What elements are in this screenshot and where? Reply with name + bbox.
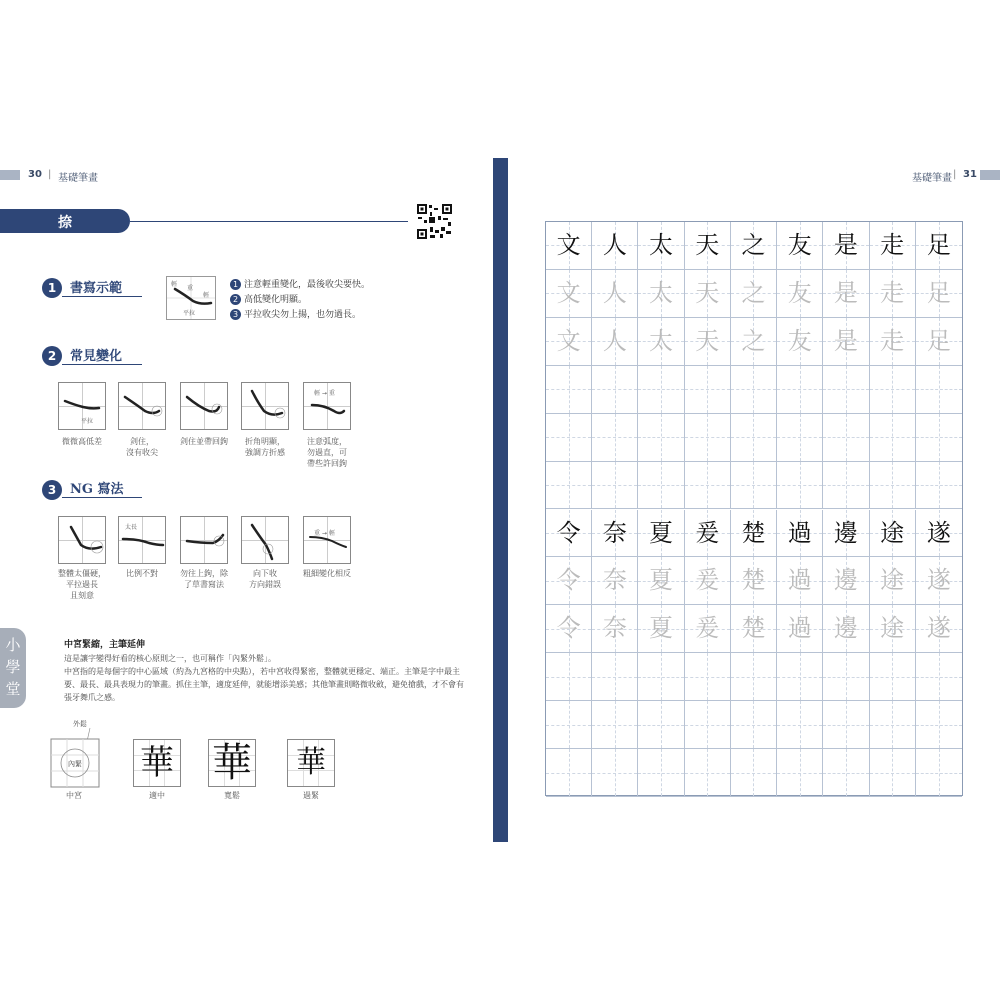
- practice-character: 爰: [695, 518, 720, 547]
- demo-stroke-icon: [167, 277, 215, 319]
- example-box-tight: 華: [287, 739, 335, 787]
- practice-cell[interactable]: [777, 318, 823, 366]
- practice-character: 楚: [741, 566, 766, 595]
- left-header-bar: [0, 170, 20, 180]
- practice-cell[interactable]: [592, 749, 638, 797]
- practice-cell[interactable]: [638, 653, 684, 701]
- practice-cell[interactable]: [916, 366, 962, 414]
- variation-box-3: [180, 382, 228, 430]
- practice-cell[interactable]: [823, 701, 869, 749]
- note-3: 3 平拉收尖勿上揚，也勿過長。: [230, 307, 361, 320]
- practice-cell[interactable]: [592, 270, 638, 318]
- practice-cell[interactable]: [685, 414, 731, 462]
- practice-cell[interactable]: [731, 605, 777, 653]
- practice-cell[interactable]: [823, 414, 869, 462]
- side-tab-learning: 小學堂: [0, 628, 26, 708]
- variation-box-4: [241, 382, 289, 430]
- practice-row: [546, 653, 962, 701]
- practice-cell[interactable]: [870, 414, 916, 462]
- practice-cell[interactable]: [685, 510, 731, 558]
- example-caption-moderate: 適中: [149, 791, 165, 800]
- practice-cell[interactable]: [731, 749, 777, 797]
- practice-cell[interactable]: [823, 222, 869, 270]
- svg-text:重 → 輕: 重 → 輕: [314, 530, 335, 537]
- practice-cell[interactable]: [731, 222, 777, 270]
- practice-character: 夏: [649, 518, 674, 547]
- section-3-number: 3: [42, 480, 62, 500]
- practice-cell[interactable]: [870, 270, 916, 318]
- practice-cell[interactable]: [638, 270, 684, 318]
- svg-text:重: 重: [187, 285, 194, 292]
- section-2-title: 常見變化: [70, 349, 123, 364]
- practice-character: 遂: [926, 566, 951, 595]
- practice-cell[interactable]: [685, 557, 731, 605]
- section-3-title: NG 寫法: [70, 482, 124, 497]
- practice-cell[interactable]: [592, 222, 638, 270]
- practice-cell[interactable]: [916, 318, 962, 366]
- practice-character: 太: [649, 326, 674, 355]
- left-header-divider: |: [48, 169, 52, 180]
- ng-caption-3: 勿往上鉤，除 了草書寫法: [180, 569, 228, 589]
- section-1-rule: [62, 296, 142, 297]
- practice-cell[interactable]: [823, 318, 869, 366]
- practice-character: 是: [833, 231, 858, 259]
- practice-character: 天: [695, 326, 720, 355]
- practice-character: 過: [787, 566, 812, 595]
- practice-character: 夏: [649, 614, 674, 643]
- practice-cell[interactable]: [777, 462, 823, 510]
- practice-character: 天: [695, 278, 720, 307]
- practice-character: 途: [880, 614, 905, 643]
- practice-character: 邊: [833, 614, 858, 643]
- example-caption-center: 中宮: [66, 791, 82, 800]
- practice-character: 過: [787, 518, 812, 547]
- practice-cell[interactable]: [592, 318, 638, 366]
- practice-cell[interactable]: [592, 653, 638, 701]
- right-page-number: 31: [963, 169, 977, 180]
- variation-caption-4: 折角明顯， 強調方折感: [245, 437, 285, 457]
- variation-box-5: [303, 382, 351, 430]
- practice-character: 遂: [926, 518, 951, 547]
- ng-box-4: [241, 516, 289, 564]
- practice-cell[interactable]: [777, 605, 823, 653]
- variation-box-1: [58, 382, 106, 430]
- practice-cell[interactable]: [870, 557, 916, 605]
- practice-character: 走: [880, 278, 905, 307]
- svg-text:輕 → 重: 輕 → 重: [314, 390, 335, 397]
- practice-cell[interactable]: [731, 318, 777, 366]
- ng-caption-1: 整體太僵硬， 平拉過長 且刻意: [58, 569, 106, 600]
- practice-character: 爰: [695, 614, 720, 643]
- practice-row: [546, 318, 962, 366]
- svg-text:太長: 太長: [125, 524, 138, 531]
- practice-cell[interactable]: [916, 605, 962, 653]
- practice-cell[interactable]: [731, 366, 777, 414]
- practice-character: 過: [787, 614, 812, 643]
- right-header-section: 基礎筆畫: [912, 173, 952, 184]
- section-1-title: 書寫示範: [70, 281, 123, 296]
- practice-cell[interactable]: [546, 557, 592, 605]
- practice-cell[interactable]: [638, 366, 684, 414]
- practice-cell[interactable]: [777, 653, 823, 701]
- practice-cell[interactable]: [916, 557, 962, 605]
- practice-row: [546, 222, 962, 270]
- practice-cell[interactable]: [870, 605, 916, 653]
- practice-character: 文: [556, 278, 581, 307]
- practice-cell[interactable]: [546, 653, 592, 701]
- book-spine: [493, 158, 508, 842]
- practice-character: 楚: [741, 614, 766, 643]
- practice-cell[interactable]: [731, 414, 777, 462]
- practice-cell[interactable]: [731, 701, 777, 749]
- practice-cell[interactable]: [870, 222, 916, 270]
- practice-cell[interactable]: [823, 270, 869, 318]
- practice-cell[interactable]: [592, 557, 638, 605]
- practice-row: [546, 557, 962, 605]
- practice-cell[interactable]: [916, 749, 962, 797]
- practice-cell[interactable]: [870, 653, 916, 701]
- svg-text:輕: 輕: [171, 281, 178, 288]
- practice-cell[interactable]: [546, 366, 592, 414]
- practice-cell[interactable]: [731, 510, 777, 558]
- practice-cell[interactable]: [823, 462, 869, 510]
- practice-character: 爰: [695, 566, 720, 595]
- practice-character: 夏: [649, 566, 674, 595]
- writing-demo-box: [166, 276, 216, 320]
- practice-cell[interactable]: [731, 557, 777, 605]
- practice-cell[interactable]: [685, 749, 731, 797]
- practice-character: 楚: [741, 518, 766, 547]
- section-1-number: 1: [42, 278, 62, 298]
- practice-cell[interactable]: [870, 462, 916, 510]
- practice-character: 足: [926, 326, 951, 355]
- practice-row: [546, 366, 962, 414]
- practice-character: 是: [833, 326, 858, 355]
- practice-cell[interactable]: [870, 510, 916, 558]
- practice-cell[interactable]: [685, 462, 731, 510]
- practice-character: 途: [880, 518, 905, 547]
- practice-cell[interactable]: [638, 557, 684, 605]
- practice-character: 奈: [602, 614, 627, 643]
- practice-cell[interactable]: [777, 701, 823, 749]
- practice-row: [546, 414, 962, 462]
- practice-character: 太: [649, 278, 674, 307]
- practice-character: 邊: [833, 518, 858, 547]
- section-2-number: 2: [42, 346, 62, 366]
- right-header-divider: |: [953, 169, 957, 180]
- svg-text:平拉: 平拉: [81, 418, 94, 425]
- ng-box-5: [303, 516, 351, 564]
- ng-caption-2: 比例不對: [126, 569, 158, 578]
- practice-cell[interactable]: [777, 414, 823, 462]
- practice-cell[interactable]: [592, 510, 638, 558]
- practice-character: 文: [556, 231, 581, 259]
- ng-caption-4: 向下收 方向錯誤: [249, 569, 281, 589]
- practice-cell[interactable]: [823, 366, 869, 414]
- practice-cell[interactable]: [777, 270, 823, 318]
- practice-cell[interactable]: [546, 605, 592, 653]
- practice-character: 太: [649, 231, 674, 259]
- practice-cell[interactable]: [870, 318, 916, 366]
- practice-character: 人: [602, 278, 627, 307]
- practice-character: 令: [556, 614, 581, 643]
- practice-character: 之: [741, 326, 766, 355]
- practice-character: 途: [880, 566, 905, 595]
- variation-caption-3: 剑住並帶回鉤: [180, 437, 228, 446]
- qr-code[interactable]: [416, 203, 453, 240]
- practice-character: 之: [741, 278, 766, 307]
- practice-cell[interactable]: [870, 749, 916, 797]
- example-caption-tight: 過緊: [303, 791, 319, 800]
- practice-cell[interactable]: [823, 605, 869, 653]
- practice-cell[interactable]: [777, 749, 823, 797]
- svg-text:內緊: 內緊: [68, 760, 82, 768]
- example-box-moderate: 華: [133, 739, 181, 787]
- practice-cell[interactable]: [916, 414, 962, 462]
- center-palace-diagram: [50, 716, 110, 796]
- practice-cell[interactable]: [823, 557, 869, 605]
- variation-caption-1: 微微高低差: [62, 437, 102, 446]
- practice-character: 足: [926, 278, 951, 307]
- practice-cell[interactable]: [916, 653, 962, 701]
- section-2-rule: [62, 364, 142, 365]
- tip-body: 這是讓字變得好看的核心原則之一，也可稱作「內緊外鬆」。 中宮指的是每個字的中心區域（約為九宮格的中央點），若中宮收得緊密，整體就更穩定、端正。主筆是字中最主要、最長、最具表現力的筆畫。抓住主筆，適度延伸，就能增添美感；其他筆畫則略微收斂，避免搶戲，才不會有張牙舞爪之感。: [64, 654, 464, 702]
- practice-cell[interactable]: [546, 318, 592, 366]
- practice-cell[interactable]: [638, 510, 684, 558]
- practice-character: 天: [695, 231, 720, 259]
- practice-cell[interactable]: [777, 222, 823, 270]
- practice-character: 遂: [926, 614, 951, 643]
- practice-character: 友: [787, 231, 812, 259]
- practice-cell[interactable]: [731, 270, 777, 318]
- practice-character: 奈: [602, 566, 627, 595]
- practice-cell[interactable]: [638, 749, 684, 797]
- practice-grid: [545, 221, 963, 796]
- note-2: 2 高低變化明顯。: [230, 292, 307, 305]
- practice-cell[interactable]: [685, 701, 731, 749]
- practice-character: 足: [926, 231, 951, 259]
- practice-cell[interactable]: [685, 366, 731, 414]
- practice-cell[interactable]: [916, 462, 962, 510]
- practice-character: 令: [556, 518, 581, 547]
- practice-character: 友: [787, 326, 812, 355]
- ng-box-3: [180, 516, 228, 564]
- practice-cell[interactable]: [546, 749, 592, 797]
- practice-character: 是: [833, 278, 858, 307]
- practice-cell[interactable]: [685, 605, 731, 653]
- practice-cell[interactable]: [546, 270, 592, 318]
- example-caption-loose: 寬鬆: [224, 791, 240, 800]
- practice-row: [546, 510, 962, 558]
- practice-cell[interactable]: [777, 510, 823, 558]
- practice-cell[interactable]: [546, 701, 592, 749]
- practice-cell[interactable]: [638, 414, 684, 462]
- variation-caption-2: 剑住， 沒有收尖: [126, 437, 158, 457]
- practice-cell[interactable]: [638, 701, 684, 749]
- practice-character: 人: [602, 326, 627, 355]
- practice-row: [546, 462, 962, 510]
- practice-character: 奈: [602, 518, 627, 547]
- practice-cell[interactable]: [592, 701, 638, 749]
- practice-cell[interactable]: [916, 510, 962, 558]
- practice-cell[interactable]: [592, 366, 638, 414]
- practice-cell[interactable]: [685, 653, 731, 701]
- practice-cell[interactable]: [592, 605, 638, 653]
- left-page-number: 30: [28, 169, 42, 180]
- practice-cell[interactable]: [823, 749, 869, 797]
- practice-cell[interactable]: [685, 270, 731, 318]
- stroke-title: 捺: [58, 215, 72, 231]
- ng-caption-5: 粗細變化相反: [303, 569, 351, 578]
- practice-character: 邊: [833, 566, 858, 595]
- practice-character: 人: [602, 231, 627, 259]
- practice-character: 文: [556, 326, 581, 355]
- practice-character: 友: [787, 278, 812, 307]
- practice-cell[interactable]: [592, 414, 638, 462]
- practice-row: [546, 270, 962, 318]
- practice-row: [546, 749, 962, 797]
- practice-cell[interactable]: [823, 653, 869, 701]
- variation-box-2: [118, 382, 166, 430]
- practice-row: [546, 701, 962, 749]
- practice-cell[interactable]: [638, 605, 684, 653]
- svg-text:平拉: 平拉: [183, 310, 196, 317]
- ng-box-1: [58, 516, 106, 564]
- ng-box-2: [118, 516, 166, 564]
- title-rule: [130, 221, 408, 222]
- practice-cell[interactable]: [731, 462, 777, 510]
- practice-character: 之: [741, 231, 766, 259]
- practice-character: 走: [880, 231, 905, 259]
- note-1: 1 注意輕重變化，最後收尖要快。: [230, 277, 370, 290]
- practice-cell[interactable]: [546, 462, 592, 510]
- practice-cell[interactable]: [916, 701, 962, 749]
- practice-cell[interactable]: [638, 222, 684, 270]
- practice-cell[interactable]: [685, 318, 731, 366]
- practice-cell[interactable]: [870, 701, 916, 749]
- right-header-bar: [980, 170, 1000, 180]
- practice-cell[interactable]: [685, 222, 731, 270]
- section-3-rule: [62, 497, 142, 498]
- practice-cell[interactable]: [731, 653, 777, 701]
- practice-cell[interactable]: [546, 222, 592, 270]
- practice-cell[interactable]: [638, 318, 684, 366]
- practice-row: [546, 605, 962, 653]
- practice-character: 走: [880, 326, 905, 355]
- svg-text:外鬆: 外鬆: [73, 720, 87, 728]
- practice-cell[interactable]: [870, 366, 916, 414]
- practice-cell[interactable]: [638, 462, 684, 510]
- variation-caption-5: 注意弧度， 勿過直，可 帶些許回鉤: [307, 437, 347, 468]
- practice-cell[interactable]: [916, 270, 962, 318]
- practice-cell[interactable]: [592, 462, 638, 510]
- example-box-loose: 華: [208, 739, 256, 787]
- left-header-section: 基礎筆畫: [58, 173, 98, 184]
- svg-text:輕: 輕: [203, 292, 210, 299]
- practice-cell[interactable]: [777, 557, 823, 605]
- practice-cell[interactable]: [777, 366, 823, 414]
- practice-cell[interactable]: [546, 414, 592, 462]
- practice-cell[interactable]: [916, 222, 962, 270]
- tip-title: 中宮緊縮，主筆延伸: [64, 640, 146, 650]
- practice-cell[interactable]: [546, 510, 592, 558]
- practice-cell[interactable]: [823, 510, 869, 558]
- practice-character: 令: [556, 566, 581, 595]
